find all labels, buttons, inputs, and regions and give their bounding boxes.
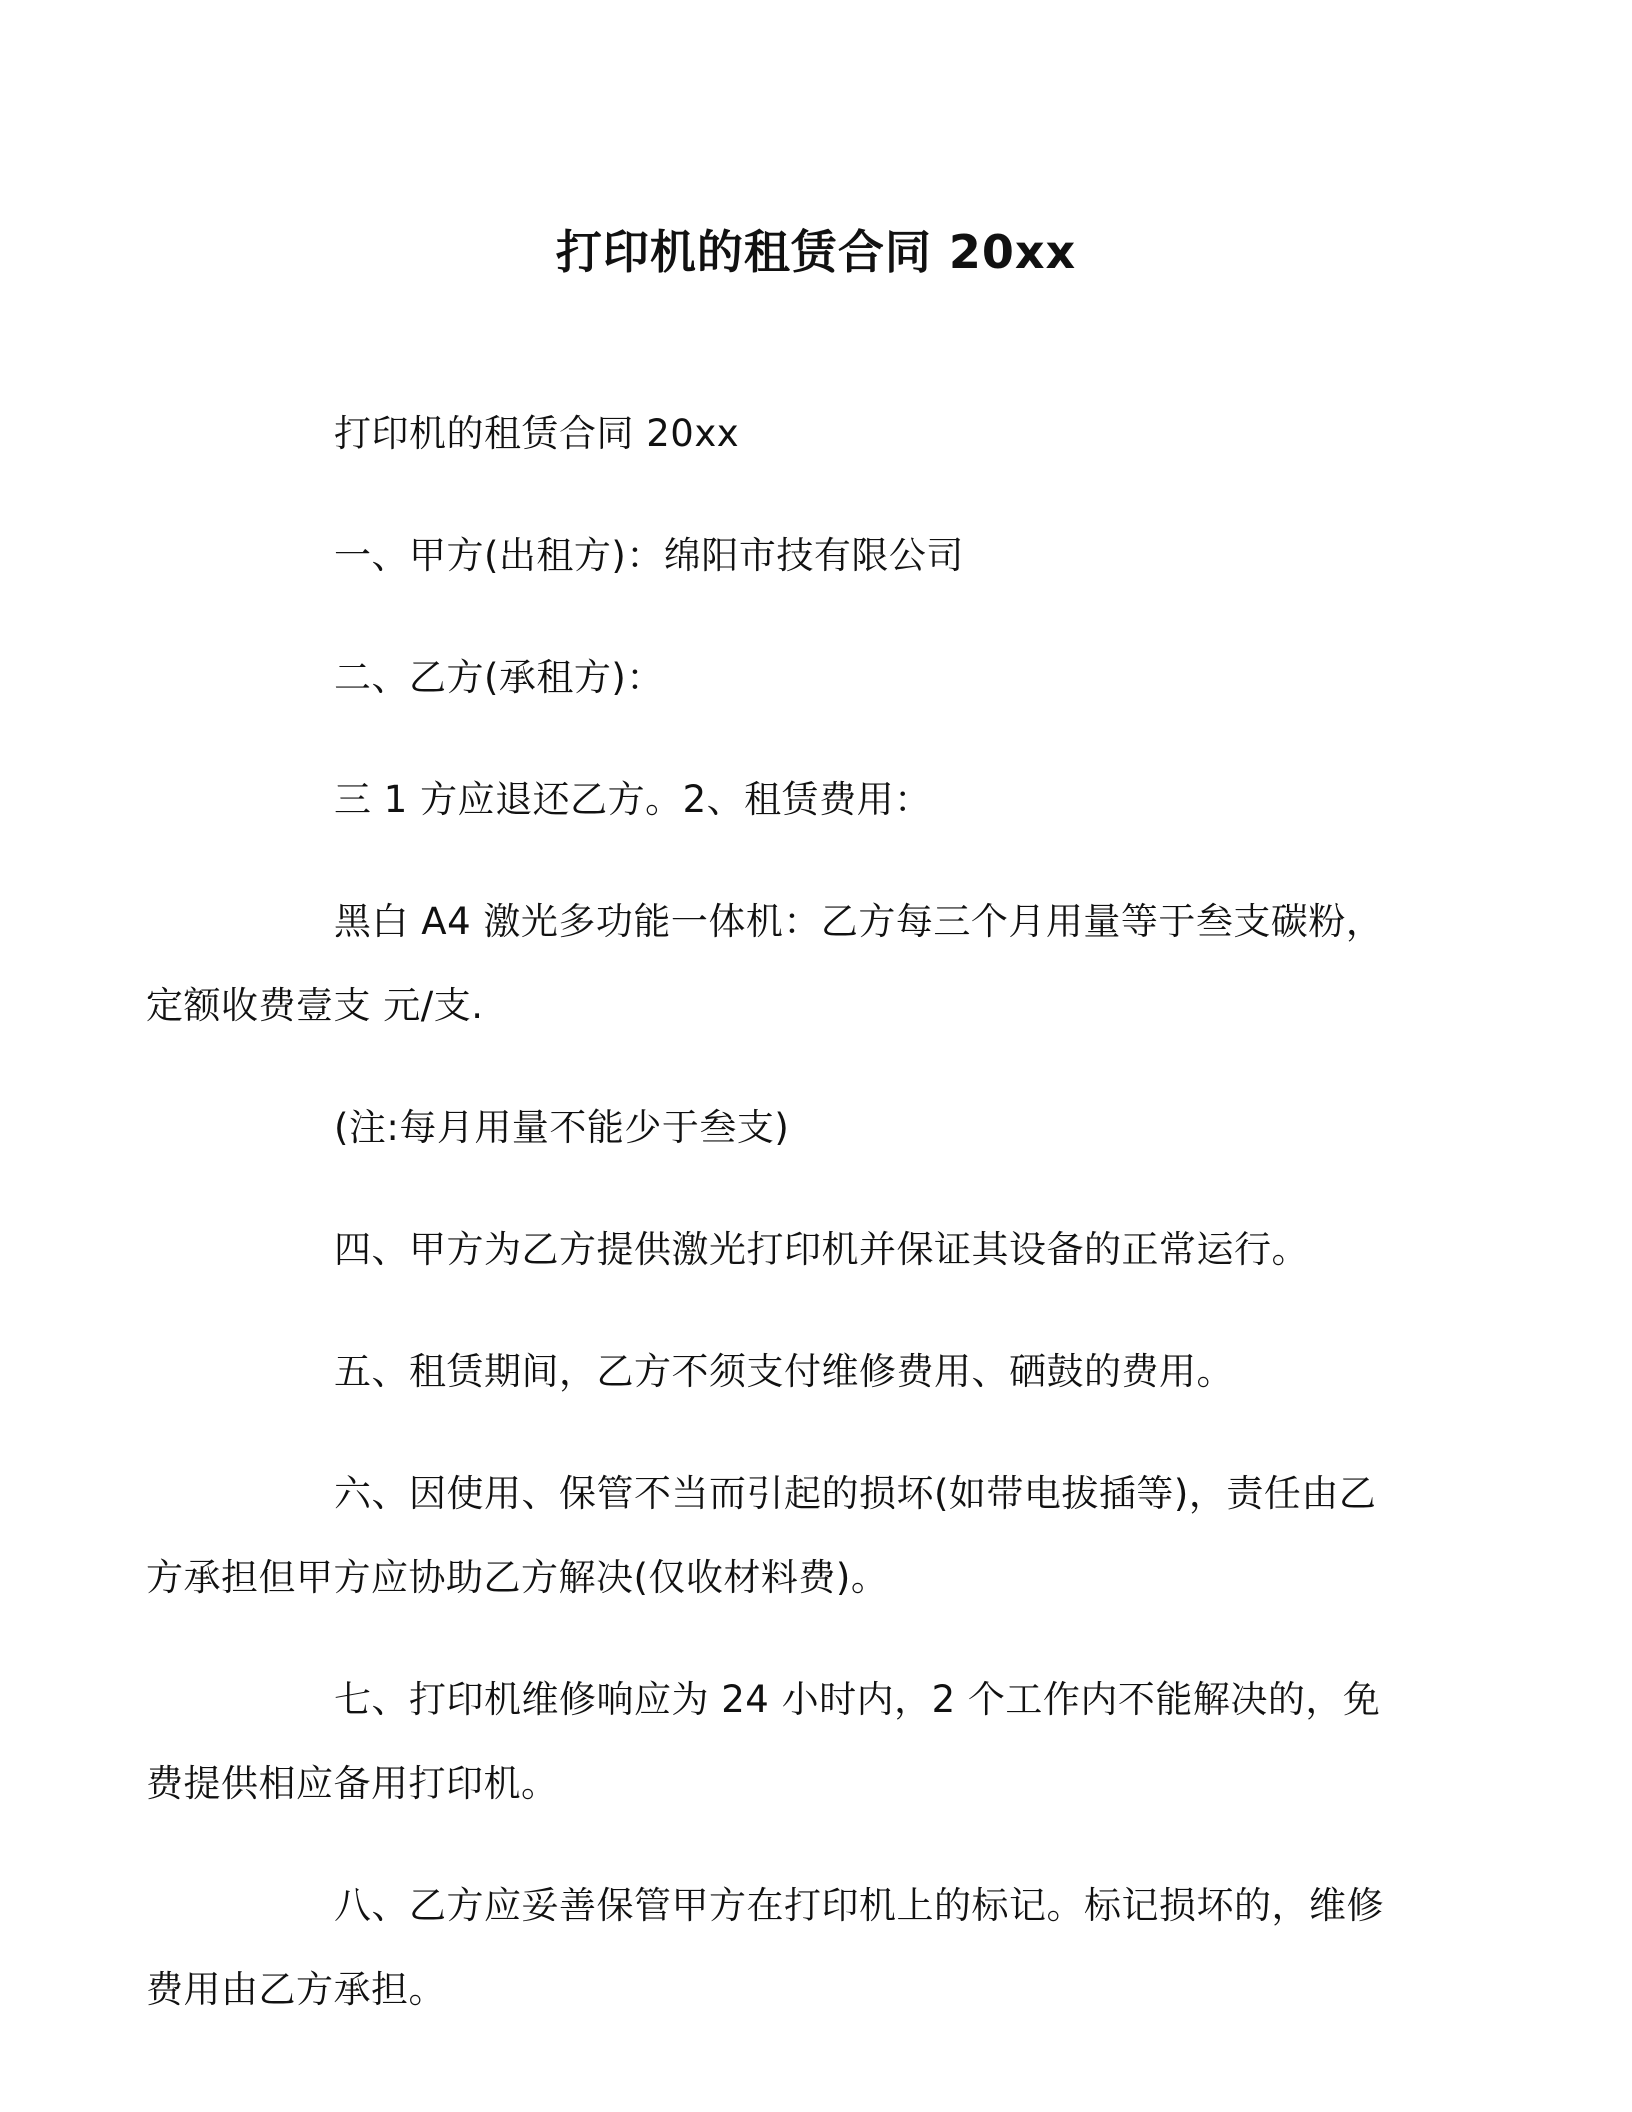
paragraph-line-continued: 费提供相应备用打印机。 — [146, 1762, 559, 1805]
paragraph-line-continued: 方承担但甲方应协助乙方解决(仅收材料费)。 — [146, 1556, 889, 1599]
paragraph-clause-3 — [240, 758, 1390, 842]
paragraph-clause-4 — [240, 1208, 1390, 1292]
paragraph-line: 三 1 方应退还乙方。2、租赁费用： — [334, 778, 932, 821]
paragraph-line: 一、甲方(出租方)：绵阳市技有限公司 — [334, 534, 964, 577]
paragraph-line: (注:每月用量不能少于叁支) — [334, 1106, 790, 1149]
paragraph-party-a — [240, 514, 1390, 598]
paragraph-line-continued: 费用由乙方承担。 — [146, 1968, 446, 2011]
paragraph-printer-fee — [146, 880, 1390, 1048]
paragraph-line-continued: 定额收费壹支 元/支. — [146, 984, 484, 1027]
paragraph-line: 打印机的租赁合同 20xx — [334, 412, 740, 455]
paragraph-note — [240, 1086, 1390, 1170]
paragraph-line: 七、打印机维修响应为 24 小时内，2 个工作内不能解决的，免 — [334, 1678, 1381, 1721]
document-title: 打印机的租赁合同 20xx — [555, 225, 1077, 279]
paragraph-line: 黑白 A4 激光多功能一体机：乙方每三个月用量等于叁支碳粉， — [334, 900, 1384, 943]
document-body — [146, 392, 1390, 2070]
paragraph-line: 二、乙方(承租方)： — [334, 656, 664, 699]
paragraph-line: 六、因使用、保管不当而引起的损坏(如带电拔插等)，责任由乙 — [334, 1472, 1377, 1515]
paragraph-line: 五、租赁期间，乙方不须支付维修费用、硒鼓的费用。 — [334, 1350, 1234, 1393]
paragraph-clause-8 — [146, 1864, 1390, 2032]
paragraph-line: 四、甲方为乙方提供激光打印机并保证其设备的正常运行。 — [334, 1228, 1309, 1271]
paragraph-clause-7 — [146, 1658, 1390, 1826]
paragraph-clause-6 — [146, 1452, 1390, 1620]
paragraph-party-b — [240, 636, 1390, 720]
paragraph-clause-5 — [240, 1330, 1390, 1414]
paragraph-line: 八、乙方应妥善保管甲方在打印机上的标记。标记损坏的，维修 — [334, 1884, 1384, 1927]
paragraph-heading — [240, 392, 1390, 476]
